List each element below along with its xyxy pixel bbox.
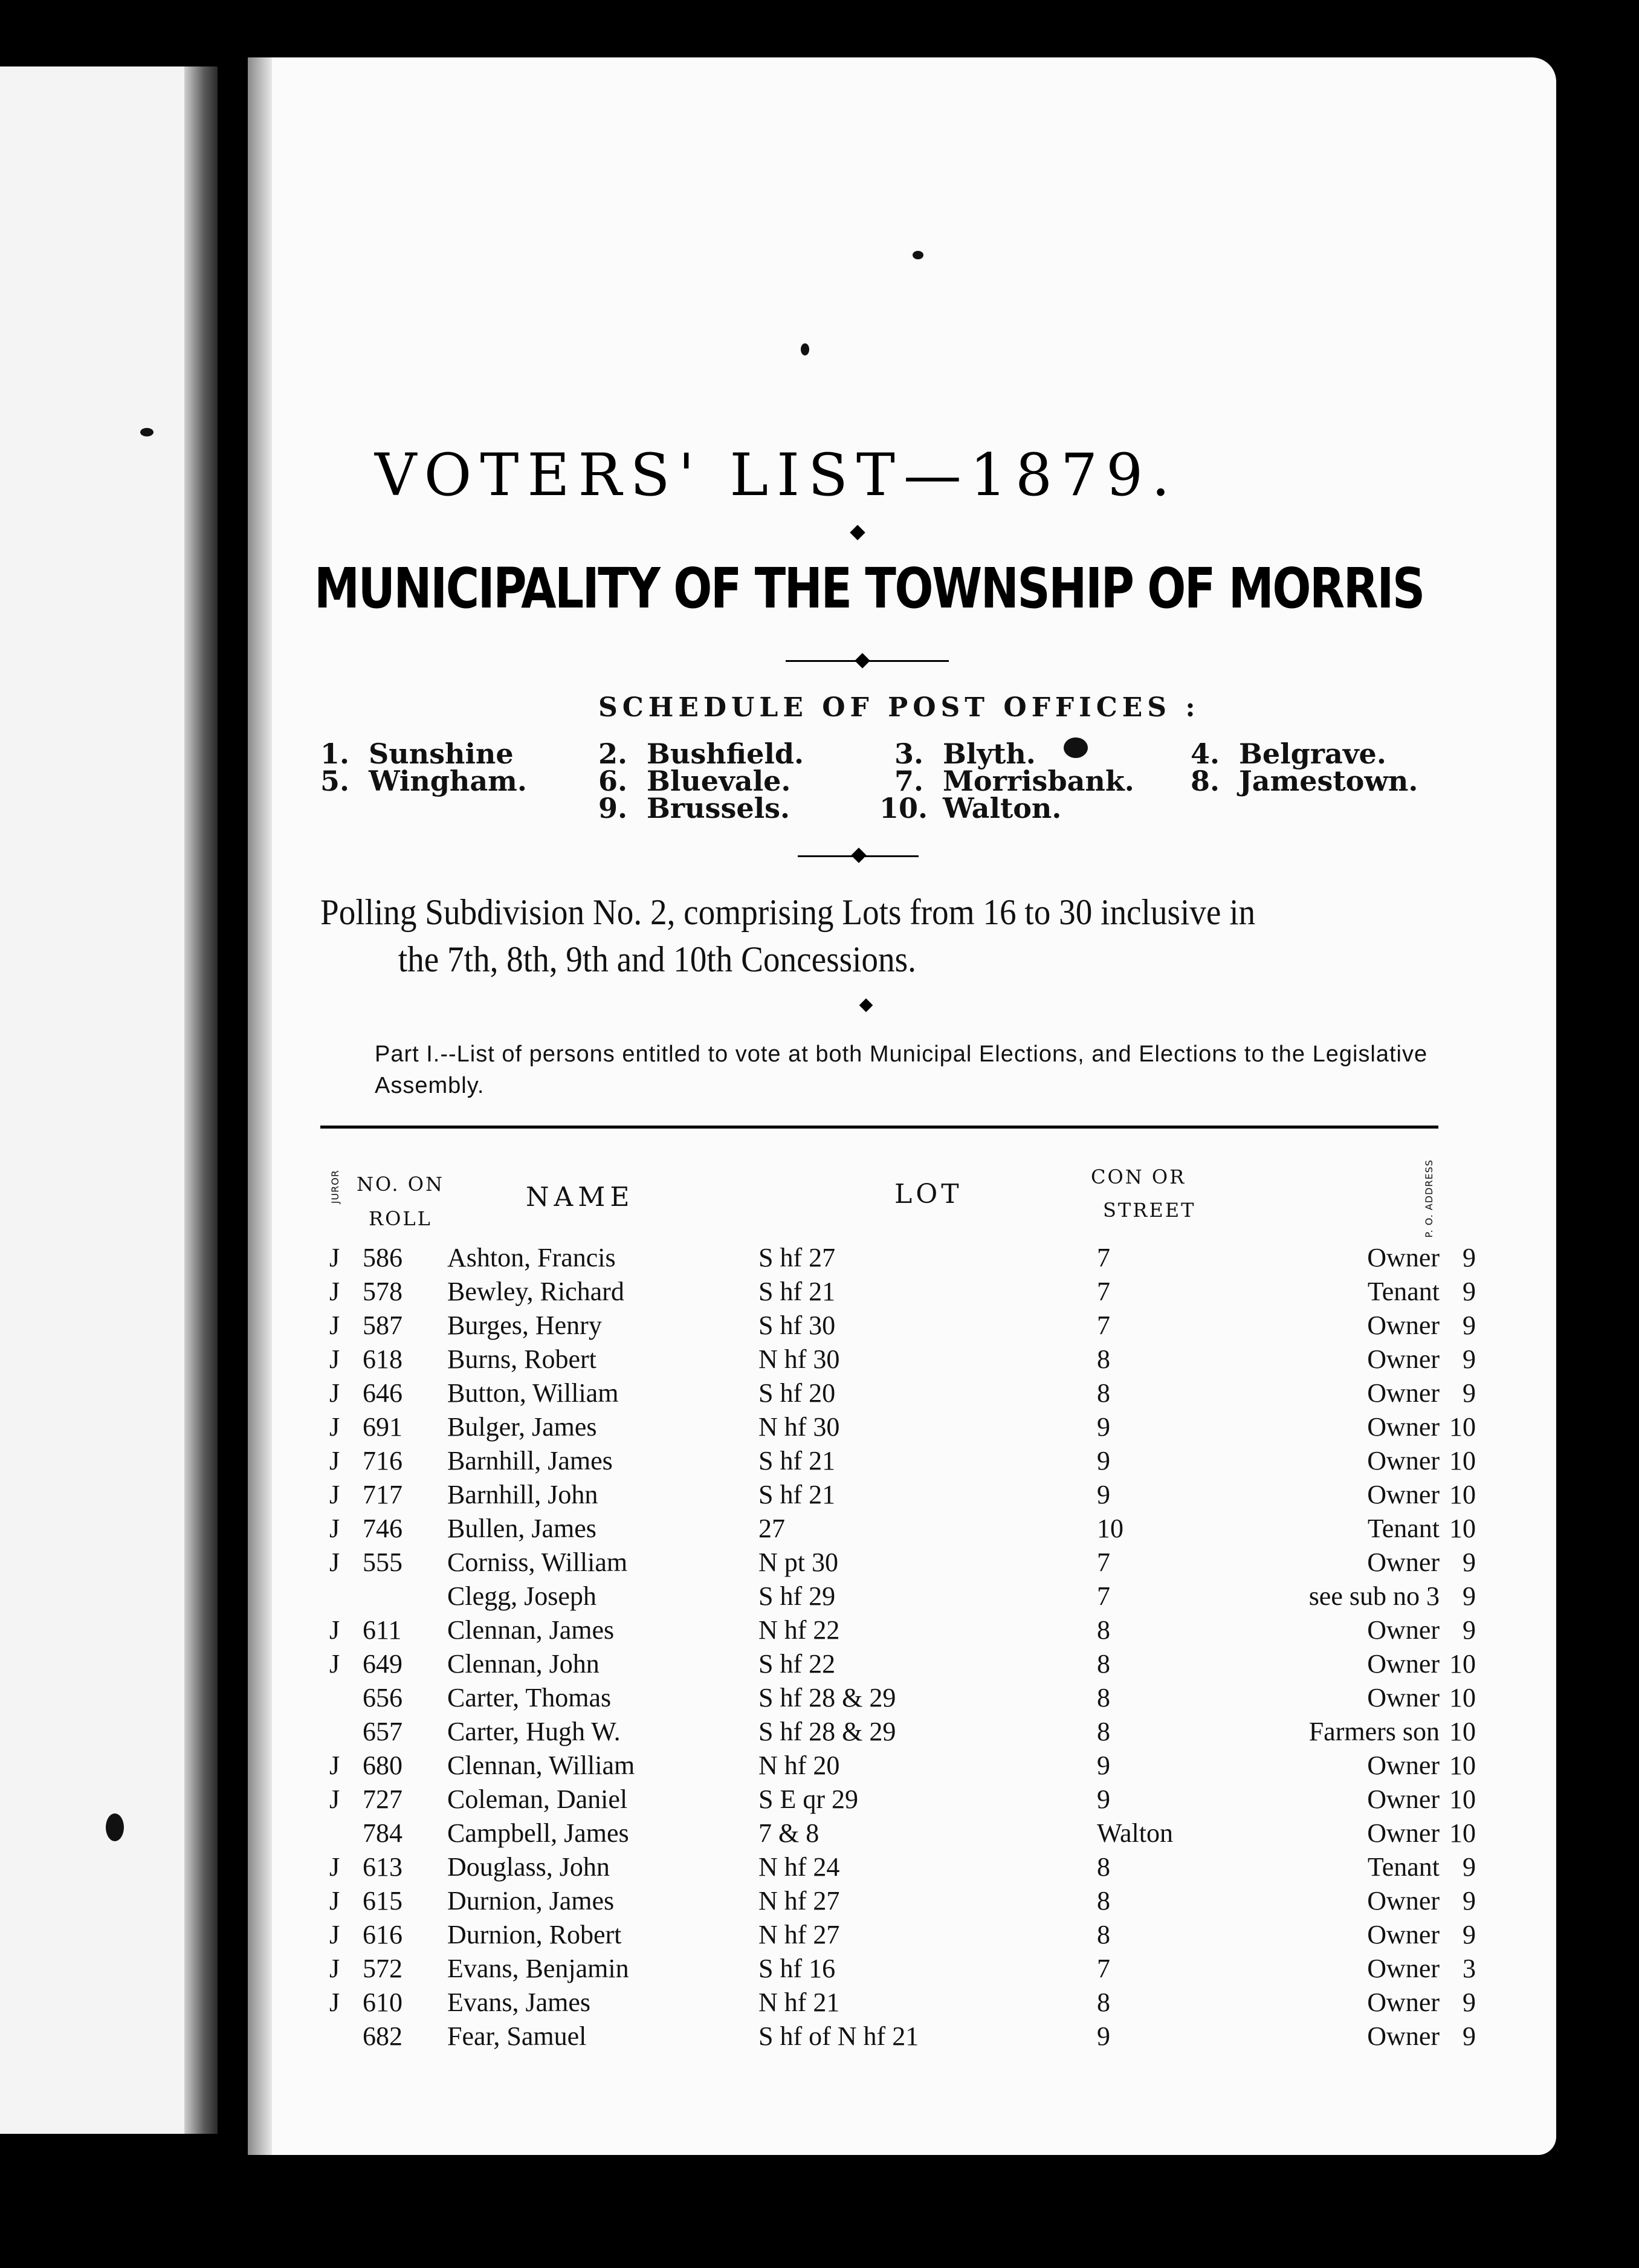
status-cell: Owner — [1367, 1311, 1440, 1340]
roll-number: 616 — [363, 1920, 402, 1949]
juror-mark: J — [329, 1446, 340, 1476]
lot-cell: S hf 28 & 29 — [758, 1683, 896, 1712]
roll-number: 649 — [363, 1649, 402, 1679]
status-cell: Owner — [1367, 1243, 1440, 1272]
header-name: NAME — [526, 1182, 635, 1213]
juror-mark: J — [329, 1243, 340, 1272]
concession-cell: 7 — [1097, 1547, 1110, 1577]
status-cell: Owner — [1367, 1920, 1440, 1949]
municipality-heading: MUNICIPALITY OF THE TOWNSHIP OF MORRIS — [314, 556, 1424, 621]
roll-number: 727 — [363, 1784, 402, 1814]
voter-name: Corniss, William — [447, 1547, 628, 1577]
lot-cell: S hf 21 — [758, 1277, 836, 1306]
status-cell: Owner — [1367, 1784, 1440, 1814]
lot-cell: N hf 27 — [758, 1886, 840, 1916]
roll-number: 555 — [363, 1547, 402, 1577]
ink-speck — [1064, 737, 1088, 758]
page-title: VOTERS' LIST—1879. — [375, 441, 1178, 509]
roll-number: 656 — [363, 1683, 402, 1712]
po-address-cell: 10 — [1449, 1784, 1476, 1814]
roll-number: 587 — [363, 1311, 402, 1340]
status-cell: Owner — [1367, 1547, 1440, 1577]
table-row — [0, 1784, 1639, 1818]
polling-line-2: the 7th, 8th, 9th and 10th Concessions. — [398, 939, 916, 979]
po-address-cell: 10 — [1449, 1480, 1476, 1509]
juror-mark: J — [329, 1954, 340, 1983]
po-address-cell: 10 — [1449, 1446, 1476, 1476]
header-roll-2: ROLL — [369, 1207, 432, 1230]
juror-mark: J — [329, 1751, 340, 1780]
table-top-rule — [320, 1126, 1438, 1129]
concession-cell: 8 — [1097, 1717, 1110, 1746]
po-address-cell: 9 — [1463, 1920, 1476, 1949]
status-cell: Owner — [1367, 1988, 1440, 2017]
juror-mark: J — [329, 1344, 340, 1374]
table-row — [0, 1547, 1639, 1581]
concession-cell: 7 — [1097, 1243, 1110, 1272]
lot-cell: N hf 20 — [758, 1751, 840, 1780]
status-cell: Owner — [1367, 1751, 1440, 1780]
po-address-cell: 9 — [1463, 1378, 1476, 1408]
concession-cell: 7 — [1097, 1581, 1110, 1611]
lot-cell: 27 — [758, 1514, 785, 1543]
roll-number: 746 — [363, 1514, 402, 1543]
po-address-cell: 10 — [1449, 1818, 1476, 1848]
juror-mark: J — [329, 1784, 340, 1814]
po-address-cell: 3 — [1463, 1954, 1476, 1983]
concession-cell: Walton — [1097, 1818, 1173, 1848]
roll-number: 691 — [363, 1412, 402, 1442]
status-cell: Tenant — [1367, 1852, 1440, 1882]
concession-cell: 9 — [1097, 2021, 1110, 2051]
po-address-cell: 9 — [1463, 1615, 1476, 1645]
part-description: Part I.--List of persons entitled to vote at both Municipal Elections, and Elections to the Legislative Assembly. — [375, 1042, 1428, 1098]
voter-name: Button, William — [447, 1378, 619, 1408]
post-office-1: 1. Sunshine — [320, 737, 514, 770]
status-cell: Owner — [1367, 1886, 1440, 1916]
lot-cell: S hf 30 — [758, 1311, 836, 1340]
lot-cell: N hf 24 — [758, 1852, 840, 1882]
juror-mark: J — [329, 1514, 340, 1543]
voter-name: Evans, Benjamin — [447, 1954, 629, 1983]
lot-cell: N hf 30 — [758, 1344, 840, 1374]
roll-number: 610 — [363, 1988, 402, 2017]
voter-name: Barnhill, James — [447, 1446, 613, 1476]
table-row — [0, 1479, 1639, 1513]
lot-cell: N pt 30 — [758, 1547, 838, 1577]
lot-cell: N hf 21 — [758, 1988, 840, 2017]
voter-name: Burns, Robert — [447, 1344, 596, 1374]
status-cell: Owner — [1367, 1378, 1440, 1408]
post-office-9: 9. Brussels. — [598, 792, 790, 825]
table-row — [0, 1818, 1639, 1852]
lot-cell: 7 & 8 — [758, 1818, 820, 1848]
po-address-cell: 9 — [1463, 1243, 1476, 1272]
concession-cell: 7 — [1097, 1311, 1110, 1340]
roll-number: 657 — [363, 1717, 402, 1746]
juror-mark: J — [329, 1311, 340, 1340]
lot-cell: N hf 27 — [758, 1920, 840, 1949]
po-address-cell: 10 — [1449, 1751, 1476, 1780]
concession-cell: 8 — [1097, 1615, 1110, 1645]
po-address-cell: 9 — [1463, 1886, 1476, 1916]
roll-number: 586 — [363, 1243, 402, 1272]
roll-number: 611 — [363, 1615, 402, 1645]
juror-mark: J — [329, 1615, 340, 1645]
status-cell: Owner — [1367, 2021, 1440, 2051]
lot-cell: S hf 21 — [758, 1480, 836, 1509]
po-address-cell: 9 — [1463, 1988, 1476, 2017]
voter-name: Fear, Samuel — [447, 2021, 587, 2051]
concession-cell: 8 — [1097, 1344, 1110, 1374]
ink-speck — [801, 343, 809, 355]
concession-cell: 8 — [1097, 1920, 1110, 1949]
schedule-heading: SCHEDULE OF POST OFFICES : — [598, 692, 1200, 723]
post-office-10: 10. Walton. — [879, 792, 1062, 825]
header-lot: LOT — [894, 1179, 963, 1210]
roll-number: 578 — [363, 1277, 402, 1306]
header-juror: JUROR — [329, 1170, 341, 1204]
table-row — [0, 1615, 1639, 1648]
status-cell: see sub no 3 — [1308, 1581, 1440, 1611]
voter-name: Douglass, John — [447, 1852, 610, 1882]
status-cell: Owner — [1367, 1480, 1440, 1509]
concession-cell: 9 — [1097, 1412, 1110, 1442]
po-address-cell: 9 — [1463, 1344, 1476, 1374]
concession-cell: 8 — [1097, 1886, 1110, 1916]
voter-name: Durnion, James — [447, 1886, 615, 1916]
roll-number: 717 — [363, 1480, 402, 1509]
juror-mark: J — [329, 1277, 340, 1306]
post-office-4: 4. Belgrave. — [1191, 737, 1386, 770]
post-office-8: 8. Jamestown. — [1191, 765, 1418, 797]
voter-name: Evans, James — [447, 1988, 591, 2017]
po-address-cell: 9 — [1463, 1581, 1476, 1611]
voter-name: Coleman, Daniel — [447, 1784, 628, 1814]
table-row — [0, 1445, 1639, 1479]
voter-name: Clennan, William — [447, 1751, 635, 1780]
voter-name: Carter, Hugh W. — [447, 1717, 621, 1746]
concession-cell: 7 — [1097, 1954, 1110, 1983]
po-address-cell: 9 — [1463, 1852, 1476, 1882]
table-row — [0, 1378, 1639, 1411]
voter-name: Bulger, James — [447, 1412, 597, 1442]
concession-cell: 10 — [1097, 1514, 1123, 1543]
voter-name: Barnhill, John — [447, 1480, 598, 1509]
po-address-cell: 10 — [1449, 1649, 1476, 1679]
roll-number: 615 — [363, 1886, 402, 1916]
juror-mark: J — [329, 1378, 340, 1408]
roll-number: 646 — [363, 1378, 402, 1408]
lot-cell: S hf 16 — [758, 1954, 836, 1983]
po-address-cell: 10 — [1449, 1514, 1476, 1543]
table-row — [0, 1513, 1639, 1547]
lot-cell: N hf 22 — [758, 1615, 840, 1645]
lot-cell: S hf 27 — [758, 1243, 836, 1272]
lot-cell: S E qr 29 — [758, 1784, 858, 1814]
concession-cell: 7 — [1097, 1277, 1110, 1306]
header-con: CON OR — [1091, 1165, 1186, 1188]
juror-mark: J — [329, 1412, 340, 1442]
lot-cell: S hf of N hf 21 — [758, 2021, 919, 2051]
juror-mark: J — [329, 1547, 340, 1577]
concession-cell: 8 — [1097, 1988, 1110, 2017]
table-row — [0, 1852, 1639, 1885]
po-address-cell: 9 — [1463, 1277, 1476, 1306]
juror-mark: J — [329, 1852, 340, 1882]
juror-mark: J — [329, 1886, 340, 1916]
concession-cell: 8 — [1097, 1649, 1110, 1679]
polling-subdivision-text — [320, 889, 1366, 983]
lot-cell: N hf 30 — [758, 1412, 840, 1442]
status-cell: Tenant — [1367, 1277, 1440, 1306]
polling-line-1: Polling Subdivision No. 2, comprising Lots from 16 to 30 inclusive in — [320, 892, 1256, 932]
juror-mark: J — [329, 1988, 340, 2017]
concession-cell: 9 — [1097, 1446, 1110, 1476]
concession-cell: 8 — [1097, 1378, 1110, 1408]
post-office-7: 7. Morrisbank. — [894, 765, 1134, 797]
po-address-cell: 10 — [1449, 1717, 1476, 1746]
table-row — [0, 2021, 1639, 2055]
voter-name: Campbell, James — [447, 1818, 629, 1848]
po-address-cell: 9 — [1463, 2021, 1476, 2051]
juror-mark: J — [329, 1649, 340, 1679]
status-cell: Owner — [1367, 1446, 1440, 1476]
voter-name: Bewley, Richard — [447, 1277, 624, 1306]
table-row — [0, 1242, 1639, 1276]
po-address-cell: 9 — [1463, 1547, 1476, 1577]
voter-name: Clennan, James — [447, 1615, 615, 1645]
table-row — [0, 1919, 1639, 1953]
concession-cell: 9 — [1097, 1751, 1110, 1780]
status-cell: Tenant — [1367, 1514, 1440, 1543]
roll-number: 716 — [363, 1446, 402, 1476]
juror-mark: J — [329, 1480, 340, 1509]
status-cell: Owner — [1367, 1954, 1440, 1983]
concession-cell: 9 — [1097, 1480, 1110, 1509]
concession-cell: 8 — [1097, 1683, 1110, 1712]
table-row — [0, 1310, 1639, 1344]
post-office-2: 2. Bushfield. — [598, 737, 804, 770]
table-row — [0, 1716, 1639, 1750]
status-cell: Owner — [1367, 1649, 1440, 1679]
lot-cell: S hf 20 — [758, 1378, 836, 1408]
roll-number: 682 — [363, 2021, 402, 2051]
voter-name: Clegg, Joseph — [447, 1581, 596, 1611]
header-po-address: P. O. ADDRESS — [1423, 1159, 1435, 1238]
table-row — [0, 1987, 1639, 2021]
po-address-cell: 10 — [1449, 1412, 1476, 1442]
status-cell: Owner — [1367, 1683, 1440, 1712]
table-row — [0, 1750, 1639, 1784]
roll-number: 784 — [363, 1818, 402, 1848]
table-row — [0, 1344, 1639, 1378]
status-cell: Owner — [1367, 1412, 1440, 1442]
table-row — [0, 1953, 1639, 1987]
ink-speck — [913, 251, 923, 259]
post-office-3: 3. Blyth. — [894, 737, 1036, 770]
lot-cell: S hf 29 — [758, 1581, 836, 1611]
post-office-5: 5. Wingham. — [320, 765, 527, 797]
roll-number: 680 — [363, 1751, 402, 1780]
voter-name: Durnion, Robert — [447, 1920, 622, 1949]
table-row — [0, 1648, 1639, 1682]
status-cell: Farmers son — [1308, 1717, 1440, 1746]
table-row — [0, 1276, 1639, 1310]
lot-cell: S hf 22 — [758, 1649, 836, 1679]
table-row — [0, 1411, 1639, 1445]
table-row — [0, 1682, 1639, 1716]
voter-name: Ashton, Francis — [447, 1243, 616, 1272]
po-address-cell: 10 — [1449, 1683, 1476, 1712]
lot-cell: S hf 21 — [758, 1446, 836, 1476]
concession-cell: 8 — [1097, 1852, 1110, 1882]
status-cell: Owner — [1367, 1344, 1440, 1374]
ink-speck — [140, 428, 154, 436]
table-row — [0, 1885, 1639, 1919]
concession-cell: 9 — [1097, 1784, 1110, 1814]
juror-mark: J — [329, 1920, 340, 1949]
post-office-6: 6. Bluevale. — [598, 765, 791, 797]
roll-number: 613 — [363, 1852, 402, 1882]
status-cell: Owner — [1367, 1615, 1440, 1645]
header-con-2: STREET — [1103, 1199, 1196, 1222]
voter-name: Burges, Henry — [447, 1311, 602, 1340]
voter-name: Clennan, John — [447, 1649, 600, 1679]
lot-cell: S hf 28 & 29 — [758, 1717, 896, 1746]
header-roll: NO. ON — [357, 1173, 444, 1196]
roll-number: 572 — [363, 1954, 402, 1983]
voter-name: Bullen, James — [447, 1514, 596, 1543]
status-cell: Owner — [1367, 1818, 1440, 1848]
roll-number: 618 — [363, 1344, 402, 1374]
voter-name: Carter, Thomas — [447, 1683, 612, 1712]
table-row — [0, 1581, 1639, 1615]
po-address-cell: 9 — [1463, 1311, 1476, 1340]
